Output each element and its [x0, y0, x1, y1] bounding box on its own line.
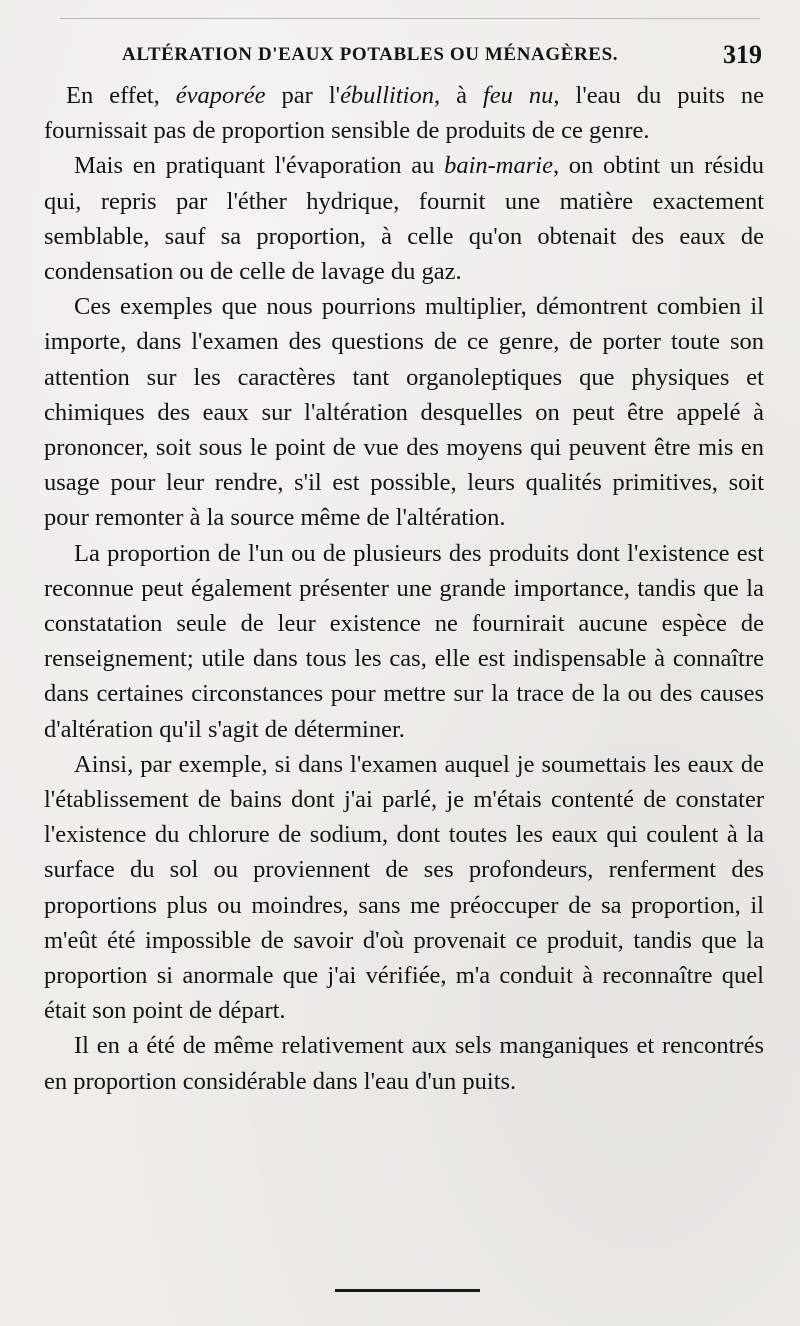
- section-end-rule: [335, 1289, 480, 1292]
- paragraph: [44, 536, 764, 747]
- italic-text-run: ébullition: [340, 82, 434, 109]
- paragraph: [44, 289, 764, 535]
- text-run: En effet,: [66, 82, 176, 109]
- top-edge-rule: [60, 18, 760, 19]
- italic-text-run: bain-marie: [444, 152, 553, 180]
- text-run: , on obtint un résidu qui, repris par l'éther hydrique, fournit une matière exactement semblable, sauf sa proportion, à celle qu'on obtenait des eaux de condensation ou de celle de lavage du gaz.: [44, 152, 764, 286]
- paragraph: [44, 747, 764, 1029]
- text-run: La proportion de l'un ou de plusieurs des produits dont l'existence est reconnue peut également présenter une grande importance, tandis que la constatation seule de leur existence ne fournirait aucune espèce de renseignement; utile dans tous les cas, elle est indispensable à connaître dans certaines circonstances pour mettre sur la trace de la ou des causes d'altération qu'il s'agit de déterminer.: [44, 539, 764, 743]
- body-text: [44, 78, 764, 1099]
- text-run: , l'eau du puits ne fournissait pas de proportion sensible de produits de ce genre.: [44, 82, 765, 145]
- text-run: Ces exemples que nous pourrions multiplier, démontrent combien il importe, dans l'examen des questions de ce genre, de porter toute son attention sur les caractères tant organoleptiques que physiques et chimiques des eaux sur l'altération desquelles on peut être appelé à prononcer, soit sous le point de vue des moyens qui peuvent être mis en usage pour leur rendre, s'il est possible, leurs qualités primitives, soit pour remonter à la source même de l'altération.: [44, 293, 764, 532]
- italic-text-run: évaporée: [175, 82, 266, 109]
- text-run: , à: [433, 82, 483, 109]
- text-run: Mais en pratiquant l'évaporation au: [74, 152, 445, 180]
- text-run: par l': [265, 82, 341, 109]
- italic-text-run: feu nu: [482, 82, 554, 109]
- text-run: Ainsi, par exemple, si dans l'examen auquel je soumettais les eaux de l'établissement de bains dont j'ai parlé, je m'étais contenté de constater l'existence du chlorure de sodium, dont toutes les eaux qui coulent à la surface du sol ou proviennent de ses profondeurs, renferment des proportions plus ou moindres, sans me préoccuper de sa proportion, il m'eût été impossible de savoir d'où provenait ce produit, tandis que la proportion si anormale que j'ai vérifiée, m'a conduit à reconnaître quel était son point de départ.: [44, 750, 764, 1025]
- text-run: Il en a été de même relativement aux sels manganiques et rencontrés en proportion considérable dans l'eau d'un puits.: [44, 1032, 764, 1095]
- page-header: [122, 40, 762, 74]
- paragraph: [44, 78, 764, 148]
- paragraph: [44, 148, 764, 289]
- running-head: ALTÉRATION D'EAUX POTABLES OU MÉNAGÈRES.: [122, 44, 619, 65]
- paragraph: [44, 1028, 764, 1098]
- page-number: 319: [723, 40, 762, 69]
